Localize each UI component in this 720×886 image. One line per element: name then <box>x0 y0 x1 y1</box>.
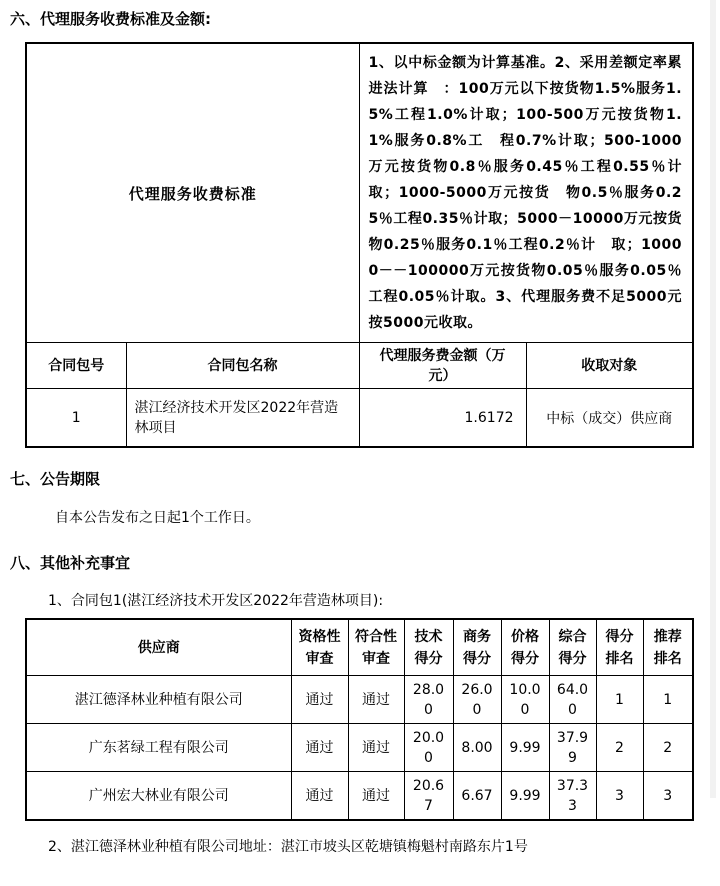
evaluation-score-table <box>25 618 694 821</box>
column-header-contract-no: 合同包号 <box>26 343 126 389</box>
recommend-rank-cell: 3 <box>643 772 693 821</box>
column-header-supplier: 供应商 <box>26 619 291 676</box>
column-header-business-score: 商务得分 <box>453 619 501 676</box>
payer-cell: 中标（成交）供应商 <box>526 389 693 448</box>
table-row <box>26 389 693 448</box>
qualification-cell: 通过 <box>291 772 348 821</box>
contract-no-cell: 1 <box>26 389 126 448</box>
column-header-technical-score: 技术得分 <box>404 619 453 676</box>
business-score-cell: 6.67 <box>453 772 501 821</box>
table-row <box>26 43 693 343</box>
score-rank-cell: 2 <box>596 724 643 772</box>
conformity-cell: 通过 <box>348 676 404 724</box>
price-score-cell: 10.00 <box>501 676 549 724</box>
table-row <box>26 724 693 772</box>
table-row <box>26 772 693 821</box>
table-header-row <box>26 343 693 389</box>
column-header-conformity-review: 符合性审查 <box>348 619 404 676</box>
recommend-rank-cell: 1 <box>643 676 693 724</box>
score-rank-cell: 3 <box>596 772 643 821</box>
score-rank-cell: 1 <box>596 676 643 724</box>
right-edge-strip <box>710 0 716 798</box>
column-header-price-score: 价格得分 <box>501 619 549 676</box>
agency-fee-table <box>25 42 694 448</box>
recommend-rank-cell: 2 <box>643 724 693 772</box>
technical-score-cell: 20.00 <box>404 724 453 772</box>
business-score-cell: 8.00 <box>453 724 501 772</box>
column-header-fee-amount: 代理服务费金额（万元） <box>359 343 526 389</box>
section-heading-supplementary: 八、其他补充事宜 <box>10 554 131 572</box>
price-score-cell: 9.99 <box>501 772 549 821</box>
contract-name-cell: 湛江经济技术开发区2022年营造林项目 <box>126 389 359 448</box>
technical-score-cell: 20.67 <box>404 772 453 821</box>
fee-standard-description: 1、以中标金额为计算基准。2、采用差额定率累进法计算 ：100万元以下按货物1.5%服务1.5%工程1.0%计取；100-500万元按货物1.1%服务0.8%工 程0.7%计取；500-1000万元按货物0.8％服务0.45％工程0.55％计取；1000-5000万元按货 物0.5％服务0.25％工程0.35％计取；5000－10000万元按货物0.25％服务0.1％工程0.2％计 取；10000－－100000万元按货物0.05％服务0.05％工程0.05％计取。3、代理服务费不足5000元按5000元收取。 <box>359 43 693 343</box>
table-header-row <box>26 619 693 676</box>
section-heading-announcement-period: 七、公告期限 <box>10 470 101 488</box>
column-header-total-score: 综合得分 <box>549 619 596 676</box>
technical-score-cell: 28.00 <box>404 676 453 724</box>
supplementary-item-1: 1、合同包1(湛江经济技术开发区2022年营造林项目): <box>48 593 384 609</box>
qualification-cell: 通过 <box>291 676 348 724</box>
total-score-cell: 64.00 <box>549 676 596 724</box>
column-header-qualification-review: 资格性审查 <box>291 619 348 676</box>
column-header-recommend-rank: 推荐排名 <box>643 619 693 676</box>
conformity-cell: 通过 <box>348 772 404 821</box>
fee-standard-label: 代理服务收费标准 <box>26 43 359 343</box>
supplier-name-cell: 湛江德泽林业种植有限公司 <box>26 676 291 724</box>
column-header-contract-name: 合同包名称 <box>126 343 359 389</box>
business-score-cell: 26.00 <box>453 676 501 724</box>
supplier-name-cell: 广东茗绿工程有限公司 <box>26 724 291 772</box>
fee-amount-cell: 1.6172 <box>359 389 526 448</box>
conformity-cell: 通过 <box>348 724 404 772</box>
column-header-payer: 收取对象 <box>526 343 693 389</box>
announcement-period-text: 自本公告发布之日起1个工作日。 <box>55 510 260 526</box>
supplier-name-cell: 广州宏大林业有限公司 <box>26 772 291 821</box>
total-score-cell: 37.99 <box>549 724 596 772</box>
column-header-score-rank: 得分排名 <box>596 619 643 676</box>
price-score-cell: 9.99 <box>501 724 549 772</box>
section-heading-fee-standard: 六、代理服务收费标准及金额: <box>10 10 211 28</box>
table-row <box>26 676 693 724</box>
total-score-cell: 37.33 <box>549 772 596 821</box>
qualification-cell: 通过 <box>291 724 348 772</box>
supplementary-item-2: 2、湛江德泽林业种植有限公司地址：湛江市坡头区乾塘镇梅魁村南路东片1号 <box>48 839 528 855</box>
